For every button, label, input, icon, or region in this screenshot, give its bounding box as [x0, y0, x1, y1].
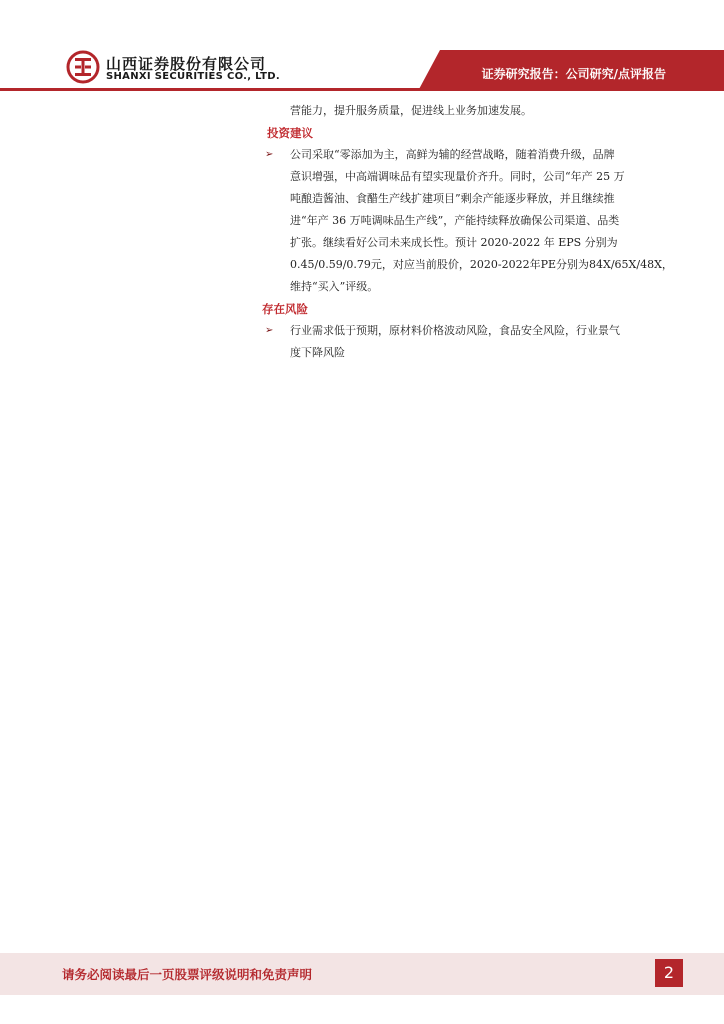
investment-advice-item: [262, 144, 680, 298]
risk-line: 行业需求低于预期，原材料价格波动风险，食品安全风险，行业景气: [290, 324, 620, 337]
shanxi-securities-logo-icon: [66, 50, 100, 84]
company-name-cn: 山西证券股份有限公司: [106, 55, 267, 73]
disclaimer-notice: 请务必阅读最后一页股票评级说明和免责声明: [62, 967, 313, 982]
investment-line: 公司采取“零添加为主，高鲜为辅的经营战略，随着消费升级，品牌: [290, 148, 615, 161]
risk-line: 度下降风险: [290, 346, 345, 359]
report-type-label: 证券研究报告：公司研究/点评报告: [481, 67, 666, 81]
arrow-bullet-icon: ➢: [265, 149, 274, 160]
risk-heading: 存在风险: [262, 302, 308, 316]
report-body: [262, 100, 680, 364]
investment-line: 意识增强，中高端调味品有望实现量价齐升。同时，公司“年产 25 万: [290, 170, 625, 183]
investment-line: 0.45/0.59/0.79元，对应当前股价，2020-2022年PE分别为84X/65X/48X，: [290, 258, 673, 271]
company-name-en: SHANXI SECURITIES CO., LTD.: [106, 71, 280, 82]
arrow-bullet-icon: ➢: [265, 325, 274, 336]
page-number: 2: [655, 959, 683, 987]
continuation-paragraph: 营能力，提升服务质量，促进线上业务加速发展。: [290, 104, 532, 117]
investment-line: 进“年产 36 万吨调味品生产线”，产能持续释放确保公司渠道、品类: [290, 214, 620, 227]
investment-line: 维持“买入”评级。: [290, 280, 379, 293]
risk-item: [262, 320, 680, 364]
investment-line: 扩张。继续看好公司未来成长性。预计 2020-2022 年 EPS 分别为: [290, 236, 618, 249]
page-header: [0, 0, 724, 96]
page-footer: [0, 953, 724, 995]
investment-line: 吨酿造酱油、食醋生产线扩建项目”剩余产能逐步释放，并且继续推: [290, 192, 615, 205]
investment-advice-heading: 投资建议: [267, 126, 313, 140]
